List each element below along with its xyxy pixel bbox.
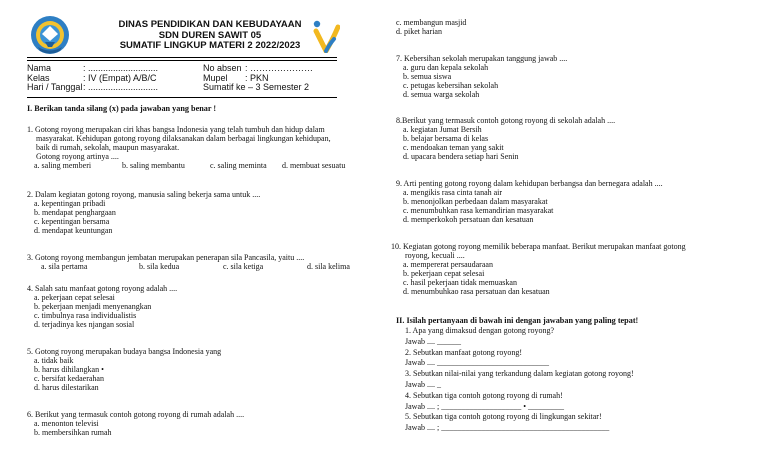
question-3 — [27, 254, 350, 272]
school-header — [100, 20, 320, 52]
q10-option-d[interactable]: d. menumbuhkao rasa persatuan dan kesatuan — [403, 286, 550, 296]
q8-option-b[interactable]: b. belajar bersama di kelas — [403, 133, 489, 143]
q9-option-b[interactable]: b. menonjolkan perbedaan dalam masyarakat — [403, 196, 548, 206]
nama-label: Nama — [27, 63, 52, 73]
q4-option-a[interactable]: a. pekerjaan cepat selesai — [34, 292, 115, 302]
question-9 — [396, 180, 663, 225]
tut-wuri-handayani-logo — [30, 14, 70, 56]
q8-stem: 8.Berikut yang termasuk contoh gotong royong di sekolah adalah .... — [396, 116, 616, 125]
q2-option-b[interactable]: b. mendapat penghargaan — [34, 207, 116, 217]
q9-option-c[interactable]: c. menumbuhkan rasa kemandirian masyarakat — [403, 205, 554, 215]
absen-label: No absen — [203, 63, 242, 73]
mupel-value: : PKN — [245, 72, 269, 83]
q9-option-d[interactable]: d. memperkokoh persatuan dan kesatuan — [403, 214, 534, 224]
identity-divider — [27, 97, 337, 98]
section-2-title: II. Isilah pertanyaan di bawah ini dengan jawaban yang paling tepat! — [396, 316, 639, 325]
q3-option-c[interactable]: c. sila ketiga — [223, 261, 264, 271]
q8-option-a[interactable]: a. kegiatan Jumat Bersih — [403, 124, 482, 134]
q9-stem: 9. Arti penting gotong royong dalam kehidupan berbangsa dan bernegara adalah .... — [396, 179, 663, 188]
q8-option-c[interactable]: c. mendoakan teman yang sakit — [403, 142, 504, 152]
merdeka-belajar-logo — [312, 17, 340, 53]
absen-field[interactable]: : ………………… — [245, 63, 314, 73]
question-4 — [27, 285, 177, 330]
q2-option-c[interactable]: c. kepentingan bersama — [34, 216, 110, 226]
q6-option-a[interactable]: a. menonton televisi — [34, 418, 99, 428]
kelas-label: Kelas — [27, 72, 50, 83]
q6-option-d[interactable]: d. piket harian — [396, 26, 442, 36]
q6-option-b[interactable]: b. membersihkan rumah — [34, 427, 112, 437]
q7-option-a[interactable]: a. guru dan kepala sekolah — [403, 62, 489, 72]
essay-2-answer[interactable]: Jawab .... ____________________________ — [405, 358, 549, 368]
essay-2-question: 2. Sebutkan manfaat gotong royong! — [405, 347, 523, 357]
mupel-label: Mupel — [203, 72, 228, 83]
question-7 — [396, 55, 567, 100]
q2-option-a[interactable]: a. kepentingan pribadi — [34, 198, 106, 208]
q8-option-d[interactable]: d. upacara bendera setiap hari Senin — [403, 151, 519, 161]
q5-option-a[interactable]: a. tidak baik — [34, 355, 74, 365]
question-6-continued — [396, 19, 466, 37]
q1-stem-line2: masyarakat. Kehidupan gotong royong dilaksanakan dalam berbagai lingkungan kehidupan, — [36, 133, 331, 143]
sumatif-label: Sumatif ke – 3 Semester 2 — [203, 82, 310, 93]
q7-option-b[interactable]: b. semua siswa — [403, 71, 452, 81]
hari-tanggal-field[interactable]: : ............................ — [83, 82, 159, 93]
section-1-title: I. Berikan tanda silang (x) pada jawaban yang benar ! — [27, 104, 217, 113]
q5-stem: 5. Gotong royong merupakan budaya bangsa Indonesia yang — [27, 347, 222, 356]
q1-option-b[interactable]: b. saling membantu — [122, 160, 185, 170]
header-exam-title: SUMATIF LINGKUP MATERI 2 2022/2023 — [119, 40, 301, 51]
q4-option-d[interactable]: d. terjadinya kes njangan sosial — [34, 319, 135, 329]
header-divider-thin — [27, 60, 337, 61]
q10-stem: 10. Kegiatan gotong royong memilik beberapa manfaat. Berikut merupakan manfaat gotong — [391, 242, 686, 251]
q10-option-b[interactable]: b. pekerjaan cepat selesai — [403, 268, 485, 278]
q10-option-a[interactable]: a. mempererat persaudaraan — [403, 259, 493, 269]
question-10 — [391, 243, 686, 296]
q6-option-c[interactable]: c. membangun masjid — [396, 18, 467, 27]
q3-stem: 3. Gotong royong membangun jembatan merupakan penerapan sila Pancasila, yaitu .... — [27, 253, 305, 262]
q4-stem: 4. Salah satu manfaat gotong royong adalah .... — [27, 284, 178, 293]
q5-option-b[interactable]: b. harus dihilangkan • — [34, 364, 104, 374]
q3-option-b[interactable]: b. sila kedua — [139, 261, 180, 271]
essay-4-answer[interactable]: Jawab .... ; ____________________ • _________ — [405, 401, 565, 411]
q5-option-d[interactable]: d. harus dilestarikan — [34, 382, 99, 392]
header-divider — [27, 57, 337, 58]
nama-field[interactable]: : ............................ — [83, 63, 159, 73]
q1-option-d[interactable]: d. membuat sesuatu — [282, 160, 346, 170]
q10-option-c[interactable]: c. hasil pekerjaan tidak memuaskan — [403, 277, 517, 287]
q1-stem-line3: baik di rumah, sekolah, maupun masyarakat. — [36, 142, 180, 152]
hari-tanggal-label: Hari / Tanggal — [27, 82, 83, 93]
essay-1-question: 1. Apa yang dimaksud dengan gotong royong? — [405, 326, 555, 335]
essay-1-answer[interactable]: Jawab .... ______ — [405, 336, 461, 346]
q10-stem-line2: royong, kecuali .... — [405, 250, 465, 260]
q4-option-c[interactable]: c. timbulnya rasa individualistis — [34, 310, 137, 320]
essay-list — [400, 326, 634, 434]
q7-stem: 7. Kebersihan sekolah merupakan tanggung jawab .... — [396, 54, 568, 63]
essay-5-question: 5. Sebutkan tiga contoh gotong royong di lingkungan sekitar! — [405, 412, 602, 422]
q1-stem-line4: Gotong royong artinya .... — [36, 151, 119, 161]
q1-option-c[interactable]: c. saling meminta — [210, 160, 267, 170]
essay-3-answer[interactable]: Jawab .... _ — [405, 379, 441, 389]
question-1 — [27, 126, 345, 171]
q2-stem: 2. Dalam kegiatan gotong royong, manusia saling bekerja sama untuk .... — [27, 190, 261, 199]
header-school-name: SDN DUREN SAWIT 05 — [158, 29, 262, 41]
identity-right — [203, 64, 313, 93]
essay-5-answer[interactable]: Jawab .... ; __________________________________________ — [405, 423, 610, 433]
q3-option-d[interactable]: d. sila kelima — [307, 261, 350, 271]
question-6 — [27, 411, 244, 438]
question-5 — [27, 348, 221, 393]
q2-option-d[interactable]: d. mendapat keuntungan — [34, 225, 113, 235]
q9-option-a[interactable]: a. mengikis rasa cinta tanah air — [403, 187, 503, 197]
q3-option-a[interactable]: a. sila pertama — [41, 261, 88, 271]
q7-option-d[interactable]: d. semua warga sekolah — [403, 89, 480, 99]
header-agency: DINAS PENDIDIKAN DAN KEBUDAYAAN — [118, 19, 302, 30]
identity-left — [27, 64, 158, 93]
q1-stem: 1. Gotong royong merupakan ciri khas bangsa Indonesia yang telah tumbuh dan hidup dalam — [27, 125, 325, 134]
essay-3-question: 3. Sebutkan nilai-nilai yang terkandung dalam kegiatan gotong royong! — [405, 369, 634, 379]
question-8 — [396, 117, 615, 162]
essay-4-question: 4. Sebutkan tiga contoh gotong royong di rumah! — [405, 390, 563, 400]
q4-option-b[interactable]: b. pekerjaan menjadi menyenangkan — [34, 301, 152, 311]
q5-option-c[interactable]: c. bersifat kedaerahan — [34, 373, 104, 383]
q6-stem: 6. Berikut yang termasuk contoh gotong royong di rumah adalah .... — [27, 410, 245, 419]
kelas-value: : IV (Empat) A/B/C — [83, 72, 157, 83]
q7-option-c[interactable]: c. petugas kebersihan sekolah — [403, 80, 499, 90]
q1-option-a[interactable]: a. saling memberi — [34, 160, 92, 170]
question-2 — [27, 191, 260, 236]
